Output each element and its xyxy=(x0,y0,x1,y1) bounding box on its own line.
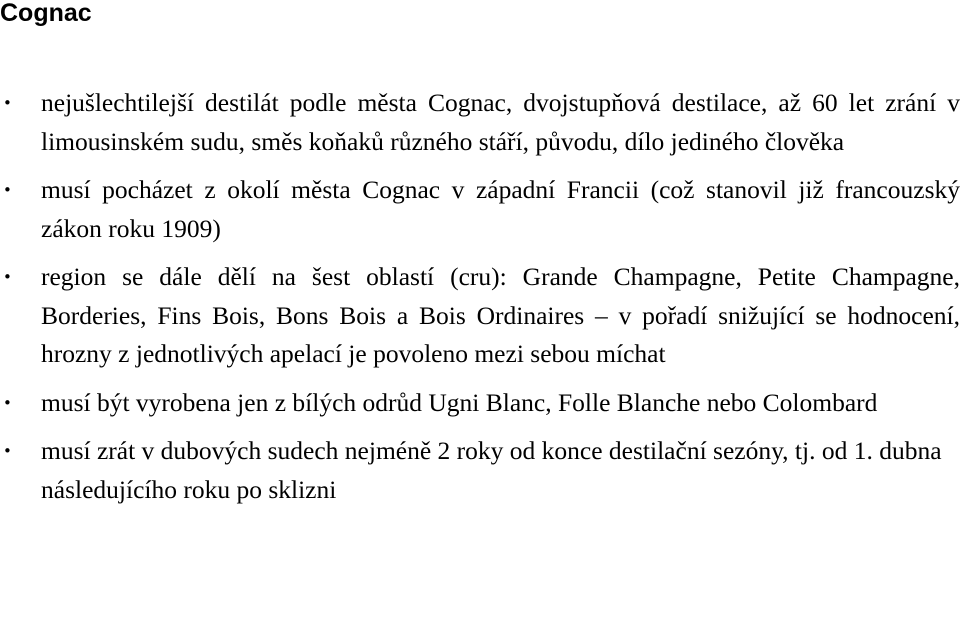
bullet-text: nejušlechtilejší destilát podle města Cognac, dvojstupňová destilace, až 60 let zrání v limousinském sudu, směs koňaků různého stáří, původu, dílo jediného člověka xyxy=(41,88,960,156)
bullet-text: region se dále dělí na šest oblastí (cru): Grande Champagne, Petite Champagne, Borderies, Fins Bois, Bons Bois a Bois Ordinaires – v pořadí snižující se hodnocení, hrozny z jednotlivých apelací je povoleno mezi sebou míchat xyxy=(41,262,960,368)
bullet-icon: • xyxy=(3,94,12,112)
bullet-text: musí pocházet z okolí města Cognac v západní Francii (což stanovil již francouzský zákon roku 1909) xyxy=(41,175,960,243)
bullet-icon: • xyxy=(3,393,12,412)
bullet-item-5 xyxy=(0,432,960,509)
bullet-text: musí být vyrobena jen z bílých odrůd Ugni Blanc, Folle Blanche nebo Colombard xyxy=(41,387,878,417)
bullet-list xyxy=(0,84,960,519)
bullet-item-3 xyxy=(0,258,960,374)
slide-title: Cognac xyxy=(0,0,92,27)
bullet-text: musí zrát v dubových sudech nejméně 2 roky od konce destilační sezóny, tj. od 1. dubna následujícího roku po sklizni xyxy=(41,436,942,504)
bullet-item-1 xyxy=(0,84,960,161)
bullet-icon: • xyxy=(3,181,12,199)
bullet-icon: • xyxy=(3,268,12,286)
bullet-item-4 xyxy=(0,384,960,423)
bullet-item-2 xyxy=(0,171,960,248)
bullet-icon: • xyxy=(3,442,12,460)
